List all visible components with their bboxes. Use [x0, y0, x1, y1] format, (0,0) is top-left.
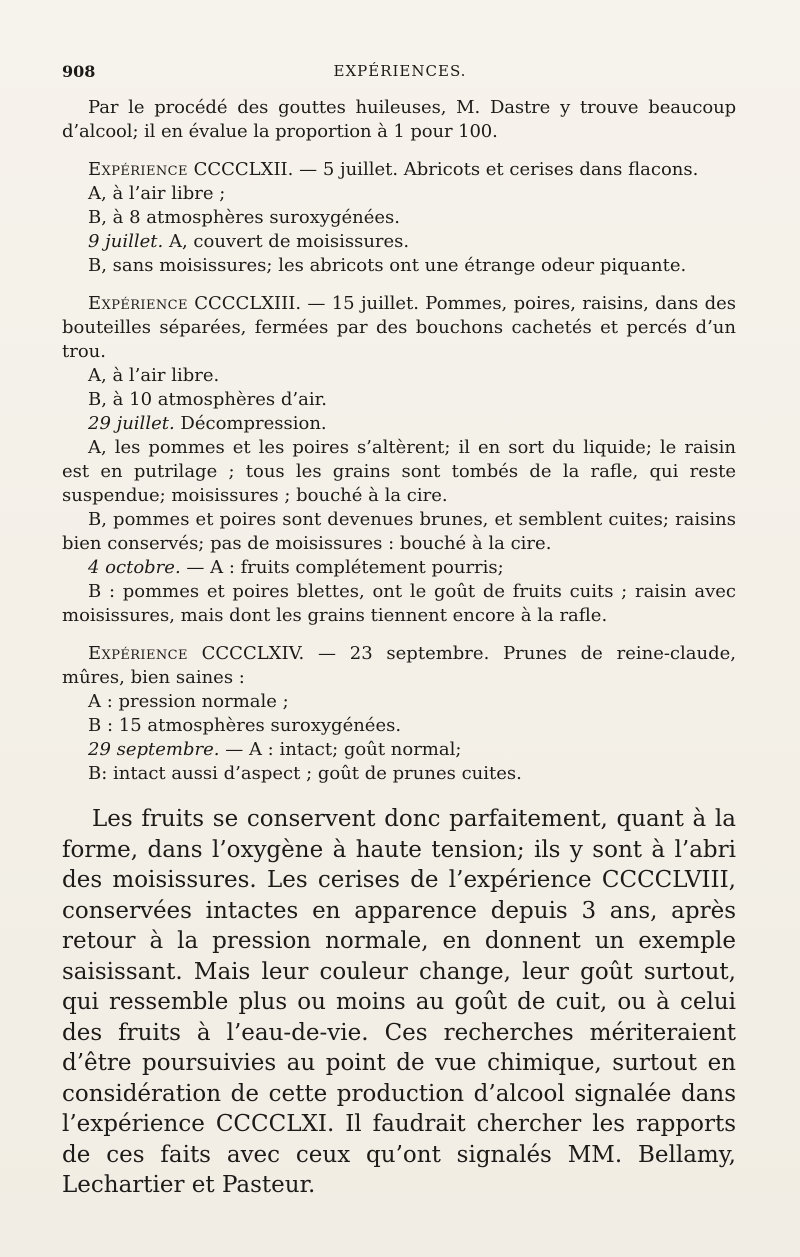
experiment-observation: B : pommes et poires blettes, ont le goût de fruits cuits ; raisin avec moisissures, mais dont les grains tiennent encore à la rafle. [62, 581, 736, 626]
experiment-date-text: Décompression. [174, 413, 327, 434]
section-gap [62, 144, 736, 158]
experiment-line: B, à 8 atmosphères suroxygénées. [88, 207, 401, 228]
experiment-date-text: — A : intact; goût normal; [219, 739, 462, 760]
experiment-label: Expérience [88, 159, 188, 180]
experiment-line: B : 15 atmosphères suroxygénées. [88, 715, 402, 736]
page-header [62, 62, 738, 86]
experiment-heading-1 [62, 158, 736, 182]
experiment-line: A, à l’air libre ; [88, 183, 226, 204]
experiment-line: B, à 10 atmosphères d’air. [88, 389, 327, 410]
experiments-section [62, 96, 736, 786]
experiment-date: 29 septembre. [88, 739, 220, 760]
page-content [62, 96, 736, 1201]
experiment-label: Expérience [88, 293, 188, 314]
experiment-heading-3 [62, 642, 736, 690]
experiment-date-line [62, 738, 736, 762]
conclusion-section [62, 804, 736, 1201]
experiment-title: CCCCLXII. — 5 juillet. Abricots et cerises dans flacons. [193, 159, 699, 180]
experiment-date-line [62, 556, 736, 580]
experiment-title: CCCCLXIV. — 23 septembre. Prunes de reine-claude, mûres, bien saines : [62, 643, 736, 688]
experiment-label: Expérience [88, 643, 188, 664]
experiment-date-line [62, 412, 736, 436]
experiment-line: B: intact aussi d’aspect ; goût de prunes cuites. [88, 763, 522, 784]
experiment-date: 29 juillet. [88, 413, 175, 434]
experiment-observation: B, pommes et poires sont devenues brunes, et semblent cuites; raisins bien conservés; pas de moisissures : bouché à la cire. [62, 509, 736, 554]
running-title: EXPÉRIENCES. [333, 62, 467, 80]
experiment-date-line [62, 230, 736, 254]
section-gap [62, 628, 736, 642]
experiment-title: CCCCLXIII. — 15 juillet. Pommes, poires, raisins, dans des bouteilles séparées, fermées par des bouchons cachetés et percés d’un trou. [62, 293, 736, 362]
experiment-heading-2 [62, 292, 736, 364]
experiment-line: A : pression normale ; [88, 691, 289, 712]
experiment-line: A, à l’air libre. [88, 365, 220, 386]
page-number: 908 [62, 62, 96, 81]
experiment-date: 4 octobre. [88, 557, 181, 578]
experiment-date: 9 juillet. [88, 231, 164, 252]
experiment-line: B, sans moisissures; les abricots ont une étrange odeur piquante. [88, 255, 687, 276]
experiment-date-text: A, couvert de moisissures. [163, 231, 410, 252]
conclusion-paragraph: Les fruits se conservent donc parfaitement, quant à la forme, dans l’oxygène à haute tension; ils y sont à l’abri des moisissures. Les cerises de l’expérience CCCCLVIII, conservées intactes en apparence depuis 3 ans, après retour à la pression normale, en donnent un exemple saisissant. Mais leur couleur change, leur goût surtout, qui ressemble plus ou moins au goût de cuit, ou à celui des fruits à l’eau-de-vie. Ces recherches mériteraient d’être poursuivies au point de vue chimique, surtout en considération de cette production d’alcool signalée dans l’expérience CCCCLXI. Il faudrait chercher les rapports de ces faits avec ceux qu’ont signalés MM. Bellamy, Lechartier et Pasteur. [62, 806, 736, 1198]
intro-paragraph: Par le procédé des gouttes huileuses, M. Dastre y trouve beaucoup d’alcool; il en évalue la proportion à 1 pour 100. [62, 97, 736, 142]
experiment-observation: A, les pommes et les poires s’altèrent; il en sort du liquide; le raisin est en putrilage ; tous les grains sont tombés de la rafle, qui reste suspendue; moisissures ; bouché à la cire. [62, 437, 736, 506]
section-gap [62, 278, 736, 292]
experiment-date-text: — A : fruits complétement pourris; [180, 557, 504, 578]
